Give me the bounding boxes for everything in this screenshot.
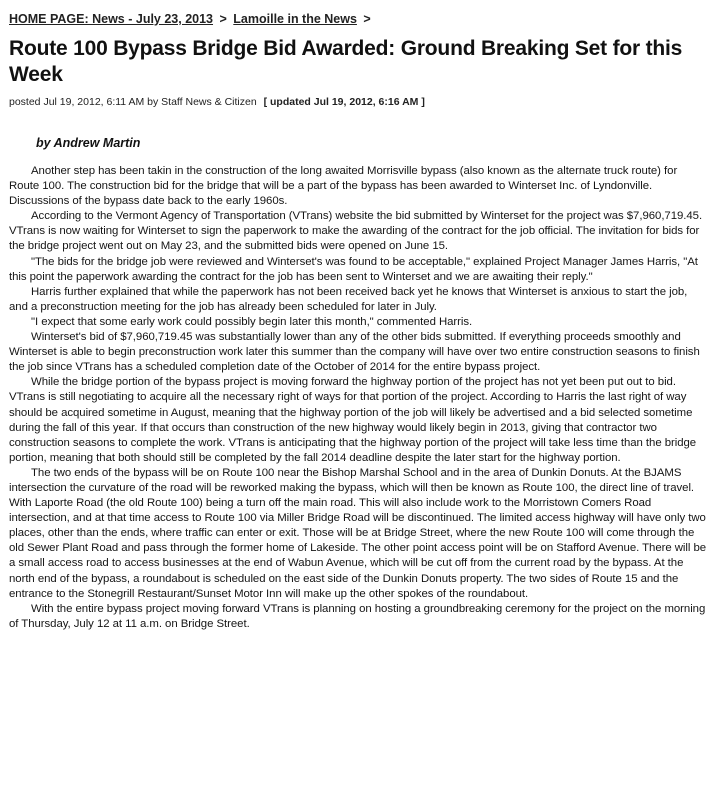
paragraph-1: Another step has been takin in the construction of the long awaited Morrisville bypass (also known as the alternate truck route) for Route 100. The construction bid for the bridge that will be a part of the bypass has been awarded to Winterset Inc. of Lyndonville. Discussions of the bypass date back to the early 1960s. — [9, 165, 678, 208]
article-meta — [9, 96, 425, 108]
paragraph-2: According to the Vermont Agency of Transportation (VTrans) website the bid submitted by Winterset for the project was $7,960,719.45. VTrans is now waiting for Winterset to sign the paperwork to make the awarding of the contract for the job official. The invitation for bids for the bridge project went out on May 23, and the submitted bids were opened on June 15. — [9, 210, 703, 253]
paragraph-8: The two ends of the bypass will be on Route 100 near the Bishop Marshal School and in the area of Dunkin Donuts. At the BJAMS intersection the curvature of the road will be reworked making the bypass, which will then be known as Route 100, the direct line of travel. With Laporte Road (the old Route 100) being a turn off the main road. This will also include work to the Morristown Comers Road intersection, and at that time access to Route 100 via Miller Bridge Road will be discontinued. The limited access highway will have only two places, other than the ends, where traffic can enter or exit. Those will be at Bridge Street, where the new Route 100 will come through the old Sewer Plant Road and pass through the former home of Lakeside. The other point access point will be on Stafford Avenue. There will be a small access road to access businesses at the end of Wabun Avenue, which will be cut off from the current road by the bypass. At the north end of the bypass, a roundabout is scheduled on the east side of the Dunkin Donuts property. The two sides of Route 15 and the entrance to the Stonegrill Restaurant/Sunset Motor Inn will make up the other spokes of the roundabout. — [9, 466, 707, 600]
breadcrumb-section-link[interactable]: Lamoille in the News — [233, 12, 357, 26]
byline: by Andrew Martin — [36, 136, 141, 150]
breadcrumb-separator: > — [219, 12, 227, 26]
paragraph-7: While the bridge portion of the bypass project is moving forward the highway portion of the project has not yet been put out to bid. VTrans is still negotiating to acquire all the necessary right of ways for that portion of the project. According to Harris the last right of way should be acquired sometime in August, meaning that the highway portion of the job will likely be advertised and a bid selected sometime during the fall of this year. If that occurs than construction of the new highway would likely begin in 2013, giving that contractor two construction seasons to complete the work. VTrans is anticipating that the highway portion of the project will take less time than the bridge portion, meaning that both should still be completed by the fall 2014 deadline despite the later start for the highway portion. — [9, 376, 697, 464]
article-body — [9, 164, 708, 632]
paragraph-4: Harris further explained that while the paperwork has not been received back yet he knows that Winterset is anxious to start the job, and a preconstruction meeting for the job has already been scheduled for later in July. — [9, 285, 688, 313]
paragraph-3: "The bids for the bridge job were reviewed and Winterset's was found to be acceptable," explained Project Manager James Harris, "At this point the paperwork awarding the contract for the job has been sent to Winterset and we are awaiting their reply." — [9, 255, 698, 283]
paragraph-5: "I expect that some early work could possibly begin later this month," commented Harris. — [31, 315, 473, 328]
article-title: Route 100 Bypass Bridge Bid Awarded: Ground Breaking Set for this Week — [9, 37, 683, 86]
updated-info: [ updated Jul 19, 2012, 6:16 AM ] — [263, 96, 425, 108]
paragraph-6: Winterset's bid of $7,960,719.45 was substantially lower than any of the other bids submitted. If everything proceeds smoothly and Winterset is able to begin preconstruction work later this summer than the company will have over two entire construction seasons to finish the job since VTrans has a scheduled completion date of the October of 2014 for the entire bypass project. — [9, 331, 700, 374]
posted-info: posted Jul 19, 2012, 6:11 AM by Staff News & Citizen — [9, 96, 257, 108]
paragraph-9: With the entire bypass project moving forward VTrans is planning on hosting a groundbreaking ceremony for the project on the morning of Thursday, July 12 at 11 a.m. on Bridge Street. — [9, 602, 706, 630]
breadcrumb-trailing-separator: > — [363, 12, 371, 26]
breadcrumb — [9, 12, 374, 26]
breadcrumb-home-link[interactable]: HOME PAGE: News - July 23, 2013 — [9, 12, 214, 26]
